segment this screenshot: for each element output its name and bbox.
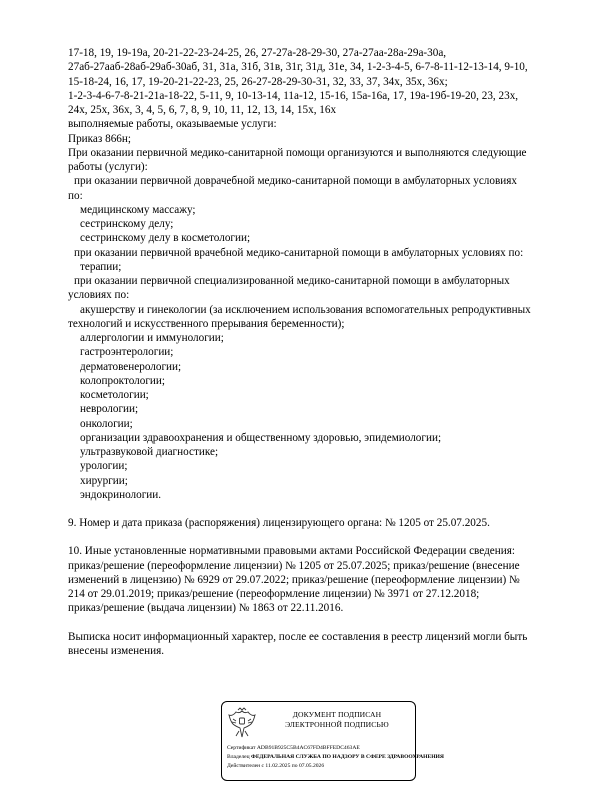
stamp-title	[262, 710, 412, 730]
service-item: онкологии;	[80, 417, 133, 430]
certificate-label: Сертификат	[227, 745, 256, 751]
stamp-details	[227, 744, 444, 771]
notice-line: Выписка носит информационный характер, после ее составления в реестр лицензий могли быть	[68, 630, 528, 643]
service-item: организации здравоохранения и общественному здоровью, эпидемиологии;	[80, 431, 442, 444]
text-line: 1-2-3-4-6-7-8-21-21а-18-22, 5-11, 9, 10-13-14, 11а-12, 15-16, 15а-16а, 17, 19а-19б-19-20, 23, 23х,	[68, 89, 519, 102]
section-heading: при оказании первичной врачебной медико-санитарной помощи в амбулаторных условиях по:	[74, 246, 524, 259]
service-item: неврологии;	[80, 403, 139, 416]
item-10-line: 214 от 29.01.2019; приказ/решение (переоформление лицензии) № 3971 от 27.12.2018;	[68, 588, 480, 600]
item-9-order-number: 9. Номер и дата приказа (распоряжения) лицензирующего органа: № 1205 от 25.07.2025.	[68, 517, 490, 529]
item-10-line: 10. Иные установленные нормативными правовыми актами Российской Федерации сведения:	[68, 545, 515, 558]
validity-value: с 11.02.2025 по 07.05.2026	[261, 763, 325, 769]
section-heading: при оказании первичной специализированной медико-санитарной помощи в амбулаторных	[74, 275, 510, 287]
stamp-title-line: ДОКУМЕНТ ПОДПИСАН	[292, 710, 382, 719]
item-10-line: приказ/решение (переоформление лицензии) № 1205 от 25.07.2025; приказ/решение (внесение	[68, 559, 520, 572]
notice-line: внесены изменения.	[68, 644, 165, 657]
service-item: сестринскому делу в косметологии;	[80, 232, 251, 245]
item-10-line: изменений в лицензию) № 6929 от 29.07.2022; приказ/решение (переоформление лицензии) №	[68, 573, 520, 586]
stamp-title-line: ЭЛЕКТРОННОЙ ПОДПИСЬЮ	[285, 720, 389, 729]
owner-row	[227, 753, 444, 762]
text-line: При оказании первичной медико-санитарной помощи организуются и выполняются следующие	[68, 146, 527, 159]
service-item: гастроэнтерологии;	[80, 346, 174, 359]
service-item: терапии;	[80, 260, 122, 273]
order-reference: Приказ 866н;	[68, 132, 131, 145]
text-line: 15-18-24, 16, 17, 19-20-21-22-23, 25, 26-27-28-29-30-31, 32, 33, 37, 34х, 35х, 36х;	[68, 75, 448, 88]
license-extract-text	[68, 46, 568, 658]
text-line: работы (услуги):	[68, 161, 148, 173]
certificate-value: ADB91B925C5B4AC67FD4BFFEDC463AE	[256, 745, 360, 751]
service-item: сестринскому делу;	[80, 218, 174, 230]
service-item: хирургии;	[80, 474, 128, 487]
item-10-line: приказ/решение (выдача лицензии) № 1863 от 22.11.2016.	[68, 602, 344, 615]
service-item: дерматовенерологии;	[80, 360, 182, 373]
service-item: акушерству и гинекологии (за исключением использования вспомогательных репродуктивных	[80, 303, 531, 316]
owner-value: ФЕДЕРАЛЬНАЯ СЛУЖБА ПО НАДЗОРУ В СФЕРЕ ЗДРАВООХРАНЕНИЯ	[251, 754, 444, 760]
certificate-row	[227, 744, 413, 753]
section-heading-cont: условиях по:	[68, 289, 130, 302]
section-heading-cont: по:	[68, 189, 83, 202]
section-heading: при оказании первичной доврачебной медико-санитарной помощи в амбулаторных условиях	[74, 175, 517, 188]
service-item: урологии;	[80, 460, 128, 473]
text-line: 17-18, 19, 19-19а, 20-21-22-23-24-25, 26, 27-27а-28-29-30, 27а-27аа-28а-29а-30а,	[68, 47, 447, 59]
electronic-signature-stamp	[221, 701, 444, 781]
text-line: 24х, 25х, 36х, 3, 4, 5, 6, 7, 8, 9, 10, 11, 12, 13, 14, 15х, 16х	[68, 104, 337, 116]
service-item: медицинскому массажу;	[80, 203, 196, 216]
validity-row	[227, 762, 413, 771]
works-heading: выполняемые работы, оказываемые услуги:	[68, 118, 277, 131]
service-item-cont: технологий и искусственного прерывания беременности);	[68, 317, 345, 330]
owner-label: Владелец	[227, 754, 250, 760]
coat-of-arms-icon	[227, 707, 257, 741]
service-item: ультразвуковой диагностике;	[80, 446, 219, 458]
service-item: аллергологии и иммунологии;	[80, 332, 224, 344]
text-line: 27аб-27ааб-28аб-29аб-30аб, 31, 31а, 31б, 31в, 31г, 31д, 31е, 34, 1-2-3-4-5, 6-7-8-11-12-13-14, 9-10,	[68, 61, 528, 74]
validity-label: Действителен	[227, 763, 261, 769]
service-item: эндокринологии.	[80, 488, 162, 501]
service-item: косметологии;	[80, 389, 149, 401]
service-item: колопроктологии;	[80, 374, 165, 387]
